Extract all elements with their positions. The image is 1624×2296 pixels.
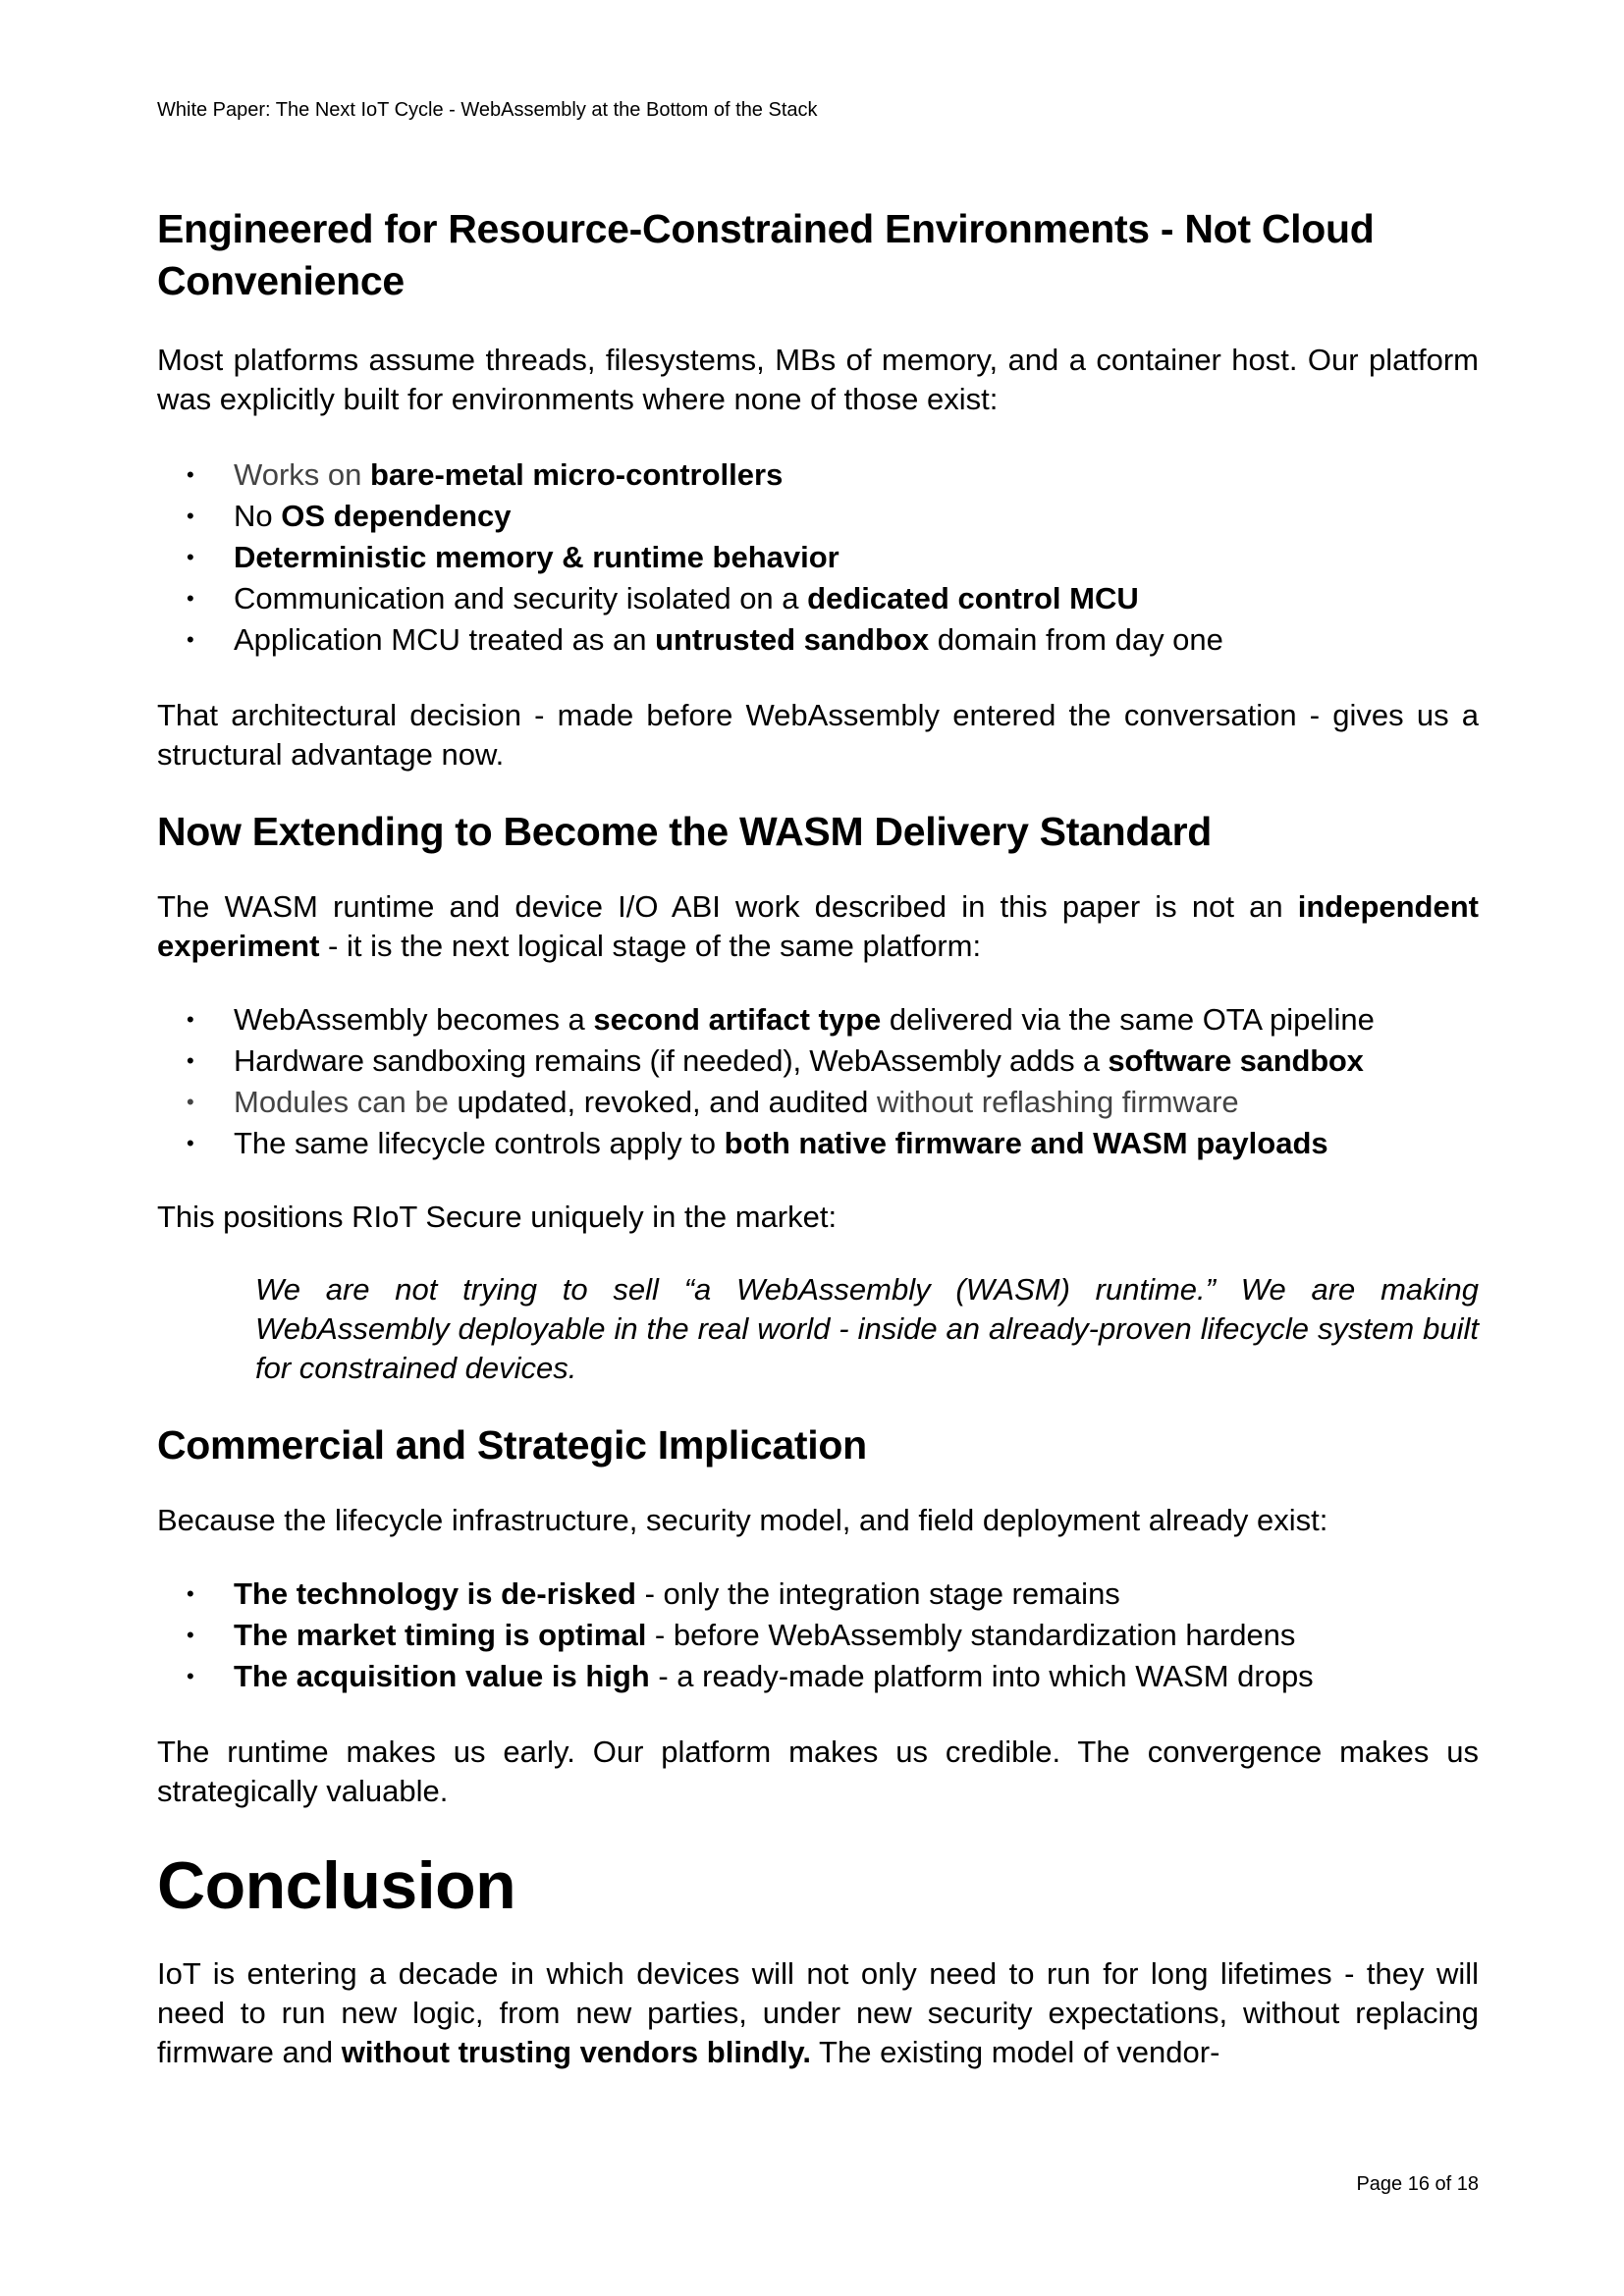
- paragraph-commercial-intro: Because the lifecycle infrastructure, security model, and field deployment already exist:: [157, 1503, 1328, 1537]
- list-item: • The same lifecycle controls apply to both native firmware and WASM payloads: [157, 1123, 1479, 1164]
- blockquote: We are not trying to sell “a WebAssembly (WASM) runtime.” We are making WebAssembly deployable in the real world - inside an already-proven lifecycle system built for constrained devices.: [255, 1272, 1479, 1385]
- page-number: Page 16 of 18: [1356, 2173, 1479, 2195]
- bullet-icon: •: [187, 1581, 194, 1606]
- list-item: • The technology is de-risked - only the integration stage remains: [157, 1574, 1479, 1615]
- paragraph-commercial-closing: The runtime makes us early. Our platform makes us credible. The convergence makes us strategically valuable.: [157, 1735, 1479, 1808]
- list-item: • Hardware sandboxing remains (if needed), WebAssembly adds a software sandbox: [157, 1041, 1479, 1082]
- list-item: • WebAssembly becomes a second artifact type delivered via the same OTA pipeline: [157, 999, 1479, 1041]
- bullet-icon: •: [187, 1048, 194, 1073]
- bullet-list-engineered: [157, 454, 1479, 661]
- chapter-heading-conclusion: Conclusion: [157, 1848, 516, 1923]
- bullet-icon: •: [187, 627, 194, 652]
- list-item: • Communication and security isolated on a dedicated control MCU: [157, 578, 1479, 619]
- section-heading-engineered: Engineered for Resource-Constrained Environments - Not Cloud Convenience: [157, 206, 1375, 303]
- page-content: [157, 196, 1479, 2072]
- bullet-list-commercial: [157, 1574, 1479, 1697]
- paragraph-conclusion: IoT is entering a decade in which devices will not only need to run for long lifetimes - they will need to run new logic, from new parties, under new security expectations, without replacing firmware and without trusting vendors blindly. The existing model of vendor-: [157, 1956, 1479, 2069]
- bullet-icon: •: [187, 462, 194, 487]
- bullet-icon: •: [187, 1090, 194, 1114]
- list-item: • Works on bare-metal micro-controllers: [157, 454, 1479, 496]
- running-header: White Paper: The Next IoT Cycle - WebAssembly at the Bottom of the Stack: [157, 99, 818, 121]
- bullet-icon: •: [187, 586, 194, 611]
- list-item: • The acquisition value is high - a ready-made platform into which WASM drops: [157, 1656, 1479, 1697]
- paragraph-extending-intro: The WASM runtime and device I/O ABI work described in this paper is not an independent experiment - it is the next logical stage of the same platform:: [157, 889, 1479, 963]
- bullet-icon: •: [187, 1664, 194, 1688]
- list-item: • Application MCU treated as an untrusted sandbox domain from day one: [157, 619, 1479, 661]
- section-heading-commercial: Commercial and Strategic Implication: [157, 1422, 867, 1468]
- bullet-icon: •: [187, 504, 194, 528]
- bullet-list-extending: [157, 999, 1479, 1164]
- bullet-icon: •: [187, 1007, 194, 1032]
- list-item: • The market timing is optimal - before WebAssembly standardization hardens: [157, 1615, 1479, 1656]
- bullet-icon: •: [187, 1623, 194, 1647]
- list-item: • Deterministic memory & runtime behavior: [157, 537, 1479, 578]
- paragraph-engineered-intro: Most platforms assume threads, filesystems, MBs of memory, and a container host. Our platform was explicitly built for environments where none of those exist:: [157, 343, 1479, 416]
- section-heading-extending: Now Extending to Become the WASM Delivery Standard: [157, 809, 1212, 854]
- paragraph-engineered-closing: That architectural decision - made before WebAssembly entered the conversation - gives us a structural advantage now.: [157, 698, 1479, 772]
- list-item: • No OS dependency: [157, 496, 1479, 537]
- list-item: • Modules can be updated, revoked, and audited without reflashing firmware: [157, 1082, 1479, 1123]
- bullet-icon: •: [187, 545, 194, 569]
- paragraph-positions: This positions RIoT Secure uniquely in the market:: [157, 1200, 838, 1234]
- bullet-icon: •: [187, 1131, 194, 1155]
